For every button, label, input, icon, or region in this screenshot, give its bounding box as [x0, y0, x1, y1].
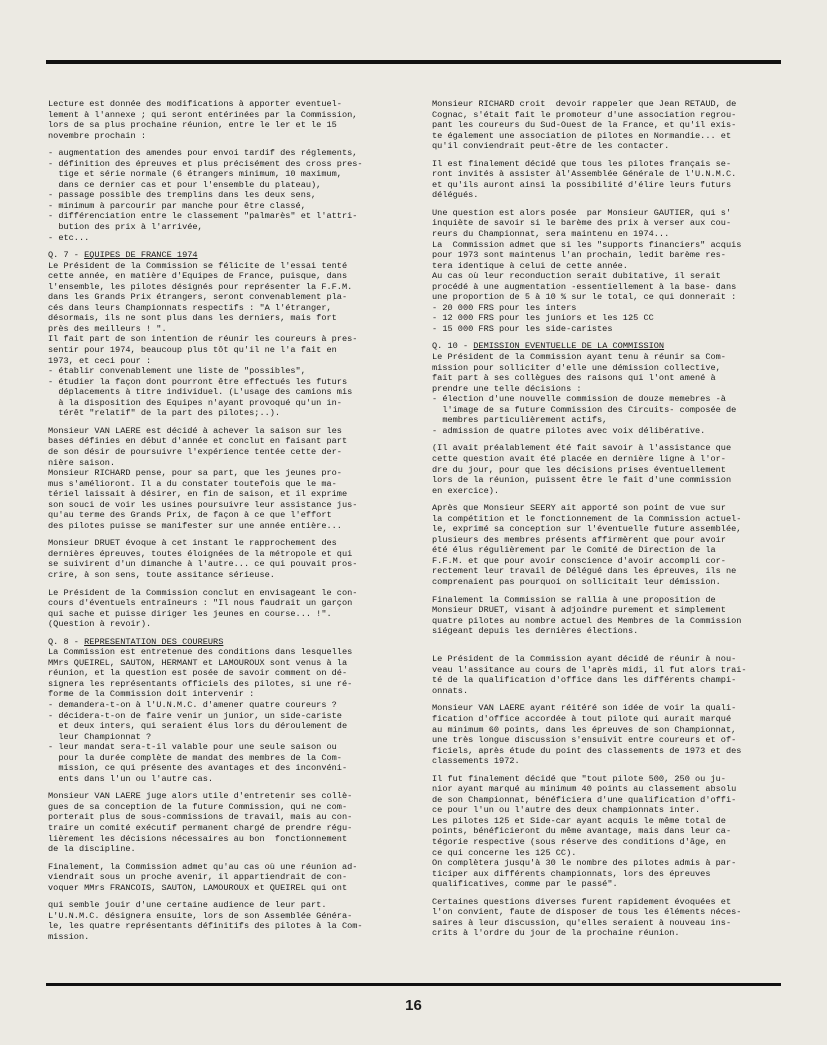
text-line: - élection d'une nouvelle commission de douze memebres -à — [432, 394, 726, 405]
paragraph — [48, 426, 406, 531]
text-line: (Question à revoir). — [48, 619, 152, 630]
text-line: Au cas où leur reconduction serait dubitative, il serait — [432, 271, 721, 282]
text-line: lièrement les décisions nécessaires au bon fonctionnement — [48, 833, 348, 844]
paragraph — [48, 538, 406, 580]
text-line: traire un comité exécutif permanent chargé de prendre régu- — [48, 823, 353, 833]
text-line: leur Championnat ? — [48, 731, 152, 742]
text-line: reurs du Championnat, sera maintenu en 1974... — [432, 229, 670, 240]
text-line: porterait plus de sous-commissions de travail, mais au con- — [48, 812, 353, 823]
left-column — [48, 99, 406, 942]
text-line: - définition des épreuves et plus précisément des cross pres- — [48, 158, 363, 169]
text-line: une très longue discussion s'ensuivit entre coureurs et of- — [432, 735, 737, 746]
text-line: mus s'amélioront. Il a du constater toutefois que le ma- — [48, 478, 337, 489]
text-line: désormais, ils ne sont plus dans les derniers, mais fort — [48, 313, 337, 324]
text-line: quatre pilotes au nombre actuel des Membres de la Commission — [432, 615, 742, 626]
section-number: Q. 7 - — [48, 250, 85, 261]
text-line: mission pour solliciter d'elle une démission collective, — [432, 362, 721, 373]
text-line: Le Président de la Commission conclut en envisageant le con- — [48, 587, 358, 598]
text-line: l'image de sa future Commission des Circuits- composée de — [432, 404, 737, 415]
paragraph — [432, 99, 790, 152]
text-line: la compétition et le fonctionnement de la Commission actuel- — [432, 513, 742, 524]
text-line: forme de la Commission doit intervenir : — [48, 689, 255, 700]
text-line: Monsieur VAN LAERE ayant réitéré son idée de voir la quali- — [432, 703, 737, 714]
text-line: tériel laissait à désirer, en fin de saison, et il exprime — [48, 489, 348, 500]
text-line: térêt "relatif" de la part des pilotes;..). — [48, 408, 281, 419]
text-line: gues de sa conception de la future Commission, qui ne com- — [48, 801, 348, 812]
page-number: 16 — [405, 997, 422, 1014]
text-line: - passage possible des tremplins dans les deux sens, — [48, 190, 317, 201]
text-line: Une question est alors posée par Monsieur GAUTIER, qui s' — [432, 207, 732, 218]
section-title: EQUIPES DE FRANCE 1974 — [84, 250, 198, 261]
text-line: cours d'éventuels entraîneurs : "Il nous faudrait un garçon — [48, 598, 353, 609]
paragraph — [432, 159, 790, 201]
text-line: lement à l'annexe ; qui seront entérinées par la Commission, — [48, 109, 358, 120]
text-line: - demandera-t-on à l'U.N.M.C. d'amener quatre coureurs ? — [48, 699, 337, 710]
text-line: au minimum 60 points, dans les épreuves de son Championnat, — [432, 724, 737, 735]
text-line: Après que Monsieur SEERY ait apporté son point de vue sur — [432, 503, 726, 514]
text-line: nière saison. — [48, 457, 116, 468]
section-number: Q. 8 - — [48, 636, 85, 647]
text-line: bases définies en début d'année et conclut en faisant part — [48, 436, 348, 447]
paragraph — [432, 341, 790, 436]
text-line: délégués. — [432, 190, 479, 201]
top-rule — [46, 60, 781, 64]
text-line: procédé à une augmentation -essentiellement à la base- dans — [432, 281, 737, 292]
text-line — [432, 644, 790, 655]
text-line: - minimum à parcourir par manche pour être classé, — [48, 200, 306, 211]
text-line: pant les coureurs du Sud-Ouest de la France, et qu'il exis- — [432, 120, 737, 131]
text-line: Les pilotes 125 et Side-car ayant acquis le même total de — [432, 815, 726, 826]
text-line: fait part à ses collègues des raisons qui l'ont amené à — [432, 373, 716, 384]
paragraph — [48, 588, 406, 630]
section-heading — [48, 250, 406, 261]
text-line: points, bénéficieront du même avantage, mais dans leur ca- — [432, 826, 732, 837]
text-line: déplacements à titre individuel. (L'usage des camions mis — [48, 387, 353, 398]
text-line: classements 1972. — [432, 756, 520, 767]
paragraph — [432, 208, 790, 335]
text-line: cette année, en matière d'Equipes de France, puisque, dans — [48, 271, 348, 282]
text-line: ents dans l'un ou l'autre cas. — [48, 773, 214, 784]
paragraph — [432, 703, 790, 766]
text-line: - 12 000 FRS pour les juniors et les 125 CC — [432, 313, 654, 324]
text-line: dans les Grands Prix étrangers, seront convenablement pla- — [48, 292, 348, 303]
text-line: en exercice). — [432, 485, 500, 496]
text-line: de la discipline. — [48, 844, 136, 855]
text-line: le, exprimé sa conception sur l'éventuelle future assemblée, — [432, 524, 742, 535]
text-line: fication d'office accordée à tout pilote qui aurait marqué — [432, 713, 732, 724]
text-line: crits à l'ordre du jour de la prochaine réunion. — [432, 928, 680, 939]
bottom-rule — [46, 983, 781, 986]
paragraph — [48, 99, 406, 141]
paragraph — [48, 148, 406, 243]
text-line: une proportion de 5 à 10 % sur le total, ce qui donnerait : — [432, 292, 737, 303]
text-line: F.F.M. et que pour avoir conscience d'avoir accompli cor- — [432, 555, 726, 566]
text-line: - décidera-t-on de faire venir un junior, un side-cariste — [48, 710, 342, 721]
text-line: - étudier la façon dont pourront être effectués les futurs — [48, 376, 348, 387]
text-line: Monsieur VAN LAERE juge alors utile d'entretenir ses collè- — [48, 791, 353, 802]
text-line: te également une association de pilotes en Normandie... et — [432, 130, 732, 141]
text-line: Certaines questions diverses furent rapidement évoquées et — [432, 896, 732, 907]
text-line: Monsieur RICHARD pense, pour sa part, que les jeunes pro- — [48, 468, 342, 479]
text-line: Monsieur VAN LAERE est décidé à achever la saison sur les — [48, 425, 342, 436]
text-line: L'U.N.M.C. désignera ensuite, lors de son Assemblée Généra- — [48, 910, 353, 921]
text-line: et qu'ils auront ainsi la possibilité d'élire leurs futurs — [432, 179, 732, 190]
text-line: novembre prochain : — [48, 130, 146, 141]
text-line: ce pour l'un ou l'autre des deux championnats inter. — [432, 805, 701, 816]
text-line: qu'il conviendrait peut-être de les contacter. — [432, 141, 670, 152]
paragraph — [48, 637, 406, 785]
text-line: plusieurs des membres présents affirmèrent que pour avoir — [432, 534, 726, 545]
text-line: le, les quatre représentants définitifs des pilotes à la Com- — [48, 921, 363, 932]
text-line: membres particulièrement actifs, — [432, 415, 608, 426]
text-line: Monsieur RICHARD croit devoir rappeler que Jean RETAUD, de — [432, 99, 737, 109]
paragraph — [48, 791, 406, 854]
text-line: l'ensemble, les pilotes désignés pour représenter la F.F.M. — [48, 281, 353, 292]
text-line: tige et série normale (6 étrangers minimum, 10 maximum, — [48, 169, 342, 180]
text-line: Il fait part de son intention de réunir les coureurs à pres- — [48, 334, 358, 345]
right-column — [432, 99, 790, 939]
paragraph — [432, 644, 790, 697]
text-line: MMrs QUEIREL, SAUTON, HERMANT et LAMOUROUX sont venus à la — [48, 657, 348, 668]
text-line: signera les représentants officiels des pilotes, si une ré- — [48, 678, 353, 689]
paragraph — [432, 774, 790, 890]
text-line: rectement leur travail de Délégué dans les épreuves, ils ne — [432, 566, 737, 577]
text-line: Le Président de la Commission ayant tenu à réunir sa Com- — [432, 352, 726, 363]
text-line: de son désir de poursuivre l'expérience tentée cette der- — [48, 446, 342, 457]
text-line: mission, ce qui présente des avantages et des inconvéni- — [48, 763, 348, 774]
section-title: DEMISSION EVENTUELLE DE LA COMMISSION — [473, 341, 665, 352]
text-line: Finalement, la Commission admet qu'au cas où une réunion ad- — [48, 861, 358, 872]
text-line: lors de sa plus prochaine réunion, entre le ler et le 15 — [48, 120, 337, 131]
text-line: l'on convient, faute de disposer de tous les éléments néces- — [432, 907, 742, 918]
text-line: té de la qualification d'office dans les différents champi- — [432, 675, 737, 686]
text-line: réunion, et la question est posée de savoir comment on dé- — [48, 668, 348, 679]
text-line: ticiper aux différents championnats, lors des épreuves — [432, 868, 711, 879]
text-line: qu'au terme des Grands Prix, de façon à ce que l'effort — [48, 510, 332, 521]
paragraph — [432, 503, 790, 587]
text-line: de son Championnat, bénéficiera d'une qualification d'offi- — [432, 794, 737, 805]
text-line: - etc... — [48, 232, 90, 243]
text-line: Il fut finalement décidé que "tout pilote 500, 250 ou ju- — [432, 773, 726, 784]
text-line: sentir pour 1974, beaucoup plus tôt qu'il ne l'a fait en — [48, 345, 337, 356]
text-line: mission. — [48, 931, 90, 942]
text-line: pour la durée complète de mandat des membres de la Com- — [48, 752, 342, 763]
paragraph — [48, 900, 406, 942]
text-line: comprenaient pas pourquoi on sollicitait leur démission. — [432, 576, 721, 587]
text-line: et deux inters, qui seraient élus lors du déroulement de — [48, 721, 348, 732]
text-line: dans ce dernier cas et pour l'ensemble du plateau), — [48, 179, 322, 190]
text-line: bution des prix à l'arrivée, — [48, 222, 203, 233]
text-line: prendre une telle décisions : — [432, 383, 582, 394]
text-line: Le Président de la Commission ayant décidé de réunir à nou- — [432, 654, 737, 665]
paragraph — [432, 443, 790, 496]
text-line: qualificatives, comme par le passé". — [432, 879, 618, 890]
paragraph — [48, 862, 406, 894]
text-line: à la disposition des Equipes n'ayant provoqué qu'un in- — [48, 397, 342, 408]
text-line: La Commission admet que si les "supports financiers" acquis — [432, 239, 742, 250]
paragraph — [432, 897, 790, 939]
text-line: - 15 000 FRS pour les side-caristes — [432, 323, 613, 334]
paragraph — [432, 595, 790, 637]
text-line: La Commission est entretenue des conditions dans lesquelles — [48, 647, 353, 658]
text-line: qui semble jouir d'une certaine audience de leur part. — [48, 900, 327, 911]
text-line: cette question avait été placée en dernière ligne à l'or- — [432, 453, 726, 464]
text-line: Le Président de la Commission se félicite de l'essai tenté — [48, 260, 348, 271]
text-line: saires à leur discussion, qu'elles seraient à nouveau ins- — [432, 917, 732, 928]
text-line: siégeant depuis les dernières élections. — [432, 626, 639, 637]
text-line: On complètera jusqu'à 30 le nombre des pilotes admis à par- — [432, 858, 737, 869]
text-line: - leur mandat sera-t-il valable pour une seule saison ou — [48, 742, 337, 753]
section-heading — [48, 637, 406, 648]
text-line: se suivirent d'un dimanche à l'autre... ce qui pouvait pros- — [48, 559, 358, 570]
text-line: (Il avait préalablement été fait savoir à l'assistance que — [432, 443, 732, 454]
text-line: - admission de quatre pilotes avec voix délibérative. — [432, 425, 706, 436]
text-line: voquer MMrs FRANCOIS, SAUTON, LAMOUROUX et QUEIREL qui ont — [48, 882, 348, 893]
text-line: Cognac, s'était fait le promoteur d'une association regrou- — [432, 109, 737, 120]
section-title: REPRESENTATION DES COUREURS — [84, 636, 224, 647]
text-line: Monsieur DRUET évoque à cet instant le rapprochement des — [48, 538, 337, 549]
text-line: lors de la réunion, puissent être le fait d'une commission — [432, 475, 732, 486]
text-line: tégorie respective (sous réserve des conditions d'âge, en — [432, 837, 726, 847]
text-line: son souci de voir les usines poursuivre leur assistance jus- — [48, 499, 358, 510]
text-line: Monsieur DRUET, visant à adjoindre purement et simplement — [432, 605, 726, 616]
text-line: pour 1973 sont maintenus l'an prochain, ledit barème res- — [432, 250, 726, 261]
text-line: cés dans leurs Championnats respectifs : "A l'étranger, — [48, 302, 332, 313]
text-line: été élus régulièrement par le Comité de Direction de la — [432, 545, 716, 556]
text-line: - différenciation entre le classement "palmarès" et l'attri- — [48, 211, 358, 222]
text-line: tera identique à celui de cette année. — [432, 260, 628, 271]
paragraph — [48, 250, 406, 419]
text-line: ficiels, après étude du point des classements de 1973 et des — [432, 745, 742, 756]
text-line: - augmentation des amendes pour envoi tardif des réglements, — [48, 148, 358, 159]
text-line: crire, à son sens, toute assitance sérieuse. — [48, 569, 275, 580]
text-line: dernières épreuves, toutes éloignées de la métropole et qui — [48, 548, 353, 559]
text-line: onnats. — [432, 685, 469, 696]
text-line: près des meilleurs ! ". — [48, 323, 167, 334]
text-line: qui sache et puisse diriger les jeunes en course... !". — [48, 608, 332, 619]
text-line: ront invités à assister àl'Assemblée Générale de l'U.N.M.C. — [432, 169, 737, 180]
text-line: nior ayant marqué au minimum 40 points au classement absolu — [432, 784, 737, 795]
text-line: 1973, et ceci pour : — [48, 355, 152, 366]
text-line: Il est finalement décidé que tous les pilotes français se- — [432, 158, 732, 169]
section-heading — [432, 341, 790, 352]
text-line: - établir convenablement une liste de "possibles", — [48, 366, 306, 377]
text-line: veau l'assitance au cours de l'après midi, il fut alors trai- — [432, 664, 747, 675]
text-line: dre du jour, pour que les décisions prises éventuellement — [432, 464, 726, 475]
text-line: Finalement la Commission se rallia à une proposition de — [432, 594, 716, 605]
text-line: ce qui concerne les 125 CC). — [432, 847, 577, 858]
text-line: inquiète de savoir si le barème des prix à verser aux cou- — [432, 218, 732, 229]
text-line: viendrait sous un proche avenir, il appartiendrait de con- — [48, 872, 348, 883]
text-line: des pilotes puisse se manifester sur une année entière... — [48, 520, 342, 531]
section-number: Q. 10 - — [432, 341, 474, 352]
text-line: Lecture est donnée des modifications à apporter eventuel- — [48, 99, 342, 109]
text-line: - 20 000 FRS pour les inters — [432, 302, 577, 313]
